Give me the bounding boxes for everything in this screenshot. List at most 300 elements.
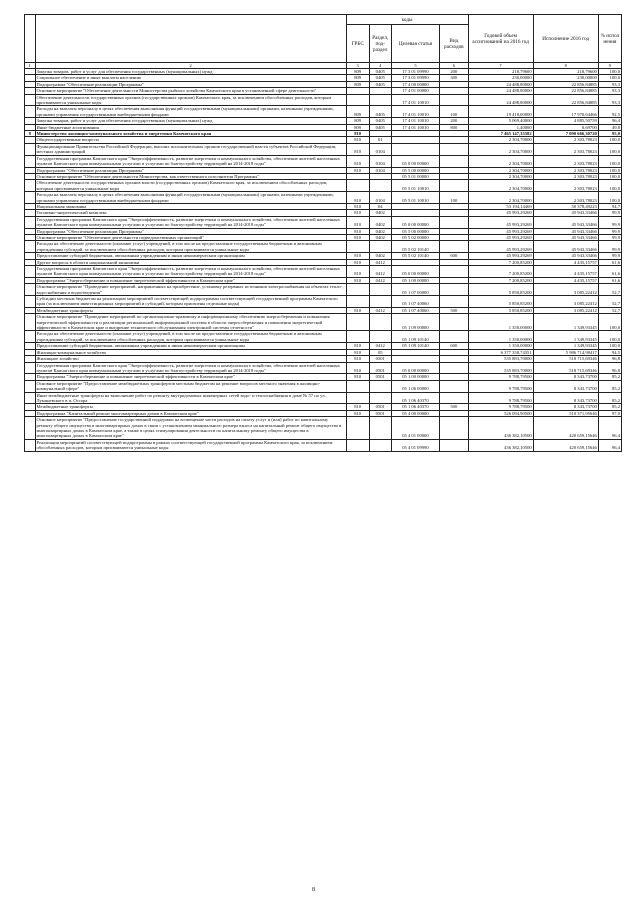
column-number: 7 — [468, 63, 533, 69]
cell-v — [440, 143, 468, 155]
cell-e: 4 435,15757 — [533, 277, 598, 283]
cell-r: 0412 — [369, 343, 391, 349]
cell-cs: 05 4 00 00000 — [391, 410, 439, 416]
cell-name: Обеспечение деятельности государственных органов (государственных органов) Камчатского края, за исключением обособленных расходов, которым присваиваются уникальные коды — [35, 94, 346, 106]
cell-r: 0104 — [369, 155, 391, 167]
cell-e: 4 435,15757 — [533, 266, 598, 278]
cell-pct: 99,9 — [598, 234, 621, 240]
cell-r: 0412 — [369, 259, 391, 265]
header-percent: % испол нения — [598, 15, 621, 63]
cell-p: 7 200,85200 — [468, 277, 533, 283]
cell-e: 2 303,78023 — [533, 167, 598, 173]
cell-e: 510 371,95646 — [533, 410, 598, 416]
cell-pct: 49,8 — [598, 124, 621, 130]
cell-name: Иные бюджетные ассигнования — [35, 124, 346, 130]
cell-g: 810 — [346, 307, 369, 313]
cell-r — [369, 94, 391, 106]
cell-cs: 05 1 09 10140 — [391, 343, 439, 349]
cell-e: 1 349,93345 — [533, 314, 598, 331]
cell-cs: 05 0 00 00000 — [391, 362, 439, 374]
cell-r: 01 — [369, 137, 391, 143]
cell-v: 100 — [440, 106, 468, 118]
header-codes: коды — [346, 15, 468, 25]
cell-cs: 17 4 01 10010 — [391, 94, 439, 106]
cell-e: 5 986 714,98417 — [533, 349, 598, 355]
cell-cs: 05 4 01 00000 — [391, 417, 439, 440]
cell-pct: 93,3 — [598, 88, 621, 94]
cell-cs: 17 4 01 10010 — [391, 124, 439, 130]
cell-r: 0104 — [369, 192, 391, 204]
cell-r: 0104 — [369, 167, 391, 173]
cell-g — [346, 180, 369, 192]
cell-cs: 05 0 00 00000 — [391, 216, 439, 228]
column-number: 3 — [346, 63, 369, 69]
cell-g: 810 — [346, 362, 369, 374]
cell-pct: 93,3 — [598, 81, 621, 87]
column-number: 4 — [369, 63, 391, 69]
table-row — [25, 362, 622, 374]
cell-g: 810 — [346, 349, 369, 355]
cell-e: 420 659,15646 — [533, 417, 598, 440]
cell-v — [440, 216, 468, 228]
cell-pct: 100,0 — [598, 343, 621, 349]
cell-pct: 100,0 — [598, 331, 621, 343]
cell-p: 2 304,70000 — [468, 192, 533, 204]
cell-pct: 94,5 — [598, 349, 621, 355]
page-number: 8 — [312, 887, 315, 893]
cell-p: 1,40000 — [468, 124, 533, 130]
cell-e: 230,00000 — [533, 75, 598, 81]
table-row — [25, 314, 622, 331]
cell-v — [440, 362, 468, 374]
cell-n — [25, 362, 36, 374]
cell-r — [369, 392, 391, 404]
header-grbs: ГРБС — [346, 25, 369, 63]
cell-name: Государственная программа Камчатского края "Энергоэффективность, развитие энергетики и коммунального хозяйства, обеспечение жителей населенных пунктов Камчатского края коммунальными услугами и услугами по благоустройству территорий на 2014-2018 годы" — [35, 155, 346, 167]
cell-n — [25, 314, 36, 331]
cell-name: Предоставление субсидий бюджетным, автономным учреждениям и иным некоммерческим организациям — [35, 253, 346, 259]
cell-n — [25, 143, 36, 155]
cell-name: Министерство жилищно-коммунального хозяйства и энергетики Камчатского края — [35, 131, 346, 137]
cell-pct: 99,9 — [598, 216, 621, 228]
cell-p: 24 488,80000 — [468, 81, 533, 87]
cell-r — [369, 241, 391, 253]
cell-g: 809 — [346, 81, 369, 87]
cell-v — [440, 392, 468, 404]
cell-e: 45 943,33466 — [533, 228, 598, 234]
cell-name: Подпрограмма "Обеспечение реализации Программы" — [35, 81, 346, 87]
cell-r: 0412 — [369, 277, 391, 283]
column-number: 1 — [25, 63, 36, 69]
cell-name: Топливно-энергетический комплекс — [35, 210, 346, 216]
cell-n: 8 — [25, 131, 36, 137]
cell-pct: 85,2 — [598, 380, 621, 392]
cell-p: 9 788,79500 — [468, 374, 533, 380]
cell-g: 810 — [346, 343, 369, 349]
cell-pct: 52,7 — [598, 307, 621, 313]
cell-v: 500 — [440, 307, 468, 313]
cell-pct: 100,0 — [598, 137, 621, 143]
cell-cs: 17 4 00 00000 — [391, 81, 439, 87]
cell-p: 7 465 147,35582 — [468, 131, 533, 137]
cell-e: 8 343,73700 — [533, 380, 598, 392]
cell-e: 50 378,49223 — [533, 203, 598, 209]
cell-r: 0405 — [369, 81, 391, 87]
cell-p: 7 200,85200 — [468, 259, 533, 265]
cell-p: 45 993,29269 — [468, 234, 533, 240]
table-row — [25, 392, 622, 404]
cell-name: Государственная программа Камчатского края "Энергоэффективность, развитие энергетики и коммунального хозяйства, обеспечение жителей населенных пунктов Камчатского края коммунальными услугами и услугами по благоустройству территорий на 2014-2018 годы" — [35, 266, 346, 278]
cell-pct: 92,5 — [598, 106, 621, 118]
cell-r: 0402 — [369, 210, 391, 216]
cell-e: 3 085,22412 — [533, 296, 598, 308]
cell-g: 810 — [346, 137, 369, 143]
cell-cs: 05 5 01 00000 — [391, 173, 439, 179]
cell-p: 2 304,70000 — [468, 155, 533, 167]
cell-cs: 05 5 02 10140 — [391, 241, 439, 253]
cell-e: 3 085,22412 — [533, 284, 598, 296]
cell-e: 2 303,78023 — [533, 192, 598, 204]
cell-pct: 85,2 — [598, 374, 621, 380]
cell-p: 45 993,29269 — [468, 241, 533, 253]
cell-v — [440, 380, 468, 392]
cell-cs: 05 5 02 00000 — [391, 234, 439, 240]
cell-p: 53 194,14469 — [468, 203, 533, 209]
budget-table-body — [25, 69, 622, 452]
cell-r: 04 — [369, 203, 391, 209]
cell-pct: 99,9 — [598, 228, 621, 234]
cell-name: Основное мероприятие "Проведение мероприятий, направленных на приобретение, установку резервных источников электроснабжения на объектах тепло-, водоснабжения и водоотведения" — [35, 284, 346, 296]
cell-p: 24 488,80000 — [468, 94, 533, 106]
cell-name: Подпрограмма "Энергосбережение и повышение энергетической эффективности в Камчатском крае" — [35, 277, 346, 283]
table-row — [25, 417, 622, 440]
cell-r: 0402 — [369, 216, 391, 228]
cell-p: 5 069,40000 — [468, 118, 533, 124]
cell-cs: 17 3 01 09990 — [391, 69, 439, 75]
cell-n — [25, 439, 36, 451]
cell-r: 0501 — [369, 410, 391, 416]
cell-pct: 100,0 — [598, 155, 621, 167]
cell-name: Национальная экономика — [35, 203, 346, 209]
cell-g — [346, 284, 369, 296]
cell-r: 0501 — [369, 356, 391, 362]
cell-pct: 61,6 — [598, 277, 621, 283]
cell-name: Подпрограмма "Обеспечение реализации Программы" — [35, 167, 346, 173]
cell-r: 0412 — [369, 307, 391, 313]
cell-p: 45 993,29269 — [468, 228, 533, 234]
cell-e: 8 343,73700 — [533, 404, 598, 410]
cell-p: 526 094,90500 — [468, 410, 533, 416]
cell-p: 2 304,70000 — [468, 167, 533, 173]
cell-e: 218,79600 — [533, 69, 598, 75]
cell-pct: 99,9 — [598, 253, 621, 259]
cell-pct: 52,7 — [598, 284, 621, 296]
cell-name: Подпрограмма "Капитальный ремонт многоквартирных домов в Камчатском крае" — [35, 410, 346, 416]
cell-cs: 05 1 00 00000 — [391, 374, 439, 380]
cell-e: 8 343,73700 — [533, 392, 598, 404]
cell-g: 810 — [346, 216, 369, 228]
cell-pct: 99,9 — [598, 241, 621, 253]
cell-n — [25, 331, 36, 343]
cell-e: 2 303,78023 — [533, 180, 598, 192]
cell-cs: 05 4 01 09990 — [391, 439, 439, 451]
cell-p: 230,00000 — [468, 75, 533, 81]
table-row — [25, 331, 622, 343]
cell-r: 0402 — [369, 253, 391, 259]
cell-pct: 96,4 — [598, 417, 621, 440]
cell-r — [369, 284, 391, 296]
cell-r: 0412 — [369, 266, 391, 278]
table-row — [25, 241, 622, 253]
cell-p: 218,79600 — [468, 69, 533, 75]
cell-cs: 05 1 00 00000 — [391, 277, 439, 283]
cell-pct: 94,7 — [598, 203, 621, 209]
cell-name: Другие вопросы в области национальной экономики — [35, 259, 346, 265]
table-row — [25, 216, 622, 228]
cell-pct: 95,0 — [598, 131, 621, 137]
cell-v: 200 — [440, 69, 468, 75]
cell-p: 9 788,79500 — [468, 380, 533, 392]
cell-name: Предоставление субсидий бюджетным, автономным учреждениям и иным некоммерческим организациям — [35, 343, 346, 349]
cell-g — [346, 439, 369, 451]
cell-cs: 05 1 09 10140 — [391, 331, 439, 343]
cell-cs: 05 5 00 00000 — [391, 167, 439, 173]
cell-cs: 05 0 00 00000 — [391, 266, 439, 278]
header-name — [35, 15, 346, 63]
cell-e: 22 856,84885 — [533, 94, 598, 106]
cell-g: 810 — [346, 253, 369, 259]
cell-pct: 100,0 — [598, 69, 621, 75]
table-row — [25, 439, 622, 451]
cell-pct: 100,0 — [598, 180, 621, 192]
cell-name: Закупка товаров, работ и услуг для обеспечения государственных (муниципальных) нужд — [35, 69, 346, 75]
cell-pct: 61,6 — [598, 266, 621, 278]
cell-g: 810 — [346, 203, 369, 209]
header-number — [25, 15, 36, 63]
cell-r — [369, 296, 391, 308]
cell-r: 0405 — [369, 106, 391, 118]
cell-e: 45 943,33466 — [533, 253, 598, 259]
cell-n — [25, 155, 36, 167]
cell-e: 3 085,22412 — [533, 307, 598, 313]
cell-name: Обеспечение деятельности государственных органов власти (государственных органов) Камчатского края, за исключением обособленных расходов, которым присваиваются уникальные коды — [35, 180, 346, 192]
cell-p: 7 200,85200 — [468, 266, 533, 278]
cell-v — [440, 155, 468, 167]
cell-v — [440, 180, 468, 192]
cell-g: 810 — [346, 192, 369, 204]
cell-n — [25, 417, 36, 440]
cell-cs: 17 4 01 10010 — [391, 106, 439, 118]
cell-name: Социальное обеспечение и иные выплаты населению — [35, 75, 346, 81]
cell-e: 1 349,93345 — [533, 343, 598, 349]
cell-pct: 100,0 — [598, 143, 621, 155]
cell-name: Реализация мероприятий соответствующей подпрограммы в рамках соответствующей государственной программы Камчатского края, за исключением обособленных расходов, которым присваиваются уникальные коды — [35, 439, 346, 451]
cell-cs: 05 1 07 40060 — [391, 296, 439, 308]
table-row — [25, 296, 622, 308]
cell-name: Иные межбюджетные трансферты на выполнение работ по ремонту внутридомовых инженерных сетей водо- и теплоснабжения в доме № 57 по ул. Лукашевского в п. Оссора — [35, 392, 346, 404]
cell-e: 17 970,64466 — [533, 106, 598, 118]
cell-pct: 100,0 — [598, 75, 621, 81]
cell-e: 2 303,78023 — [533, 155, 598, 167]
cell-r: 0405 — [369, 124, 391, 130]
cell-name: Функционирование Правительства Российской Федерации, высших исполнительных органов государственной власти субъектов Российской Федерации, местных администраций — [35, 143, 346, 155]
cell-pct: 100,0 — [598, 192, 621, 204]
cell-r: 0405 — [369, 69, 391, 75]
cell-p: 24 488,80000 — [468, 88, 533, 94]
cell-g: 810 — [346, 210, 369, 216]
budget-table — [24, 14, 622, 452]
cell-pct: 100,0 — [598, 314, 621, 331]
cell-pct: 96,8 — [598, 362, 621, 374]
cell-g — [346, 314, 369, 331]
cell-n — [25, 106, 36, 118]
cell-n — [25, 266, 36, 278]
cell-e: 0,69700 — [533, 124, 598, 130]
header-razdel: Раздел, под-раздел — [369, 25, 391, 63]
table-row — [25, 155, 622, 167]
header-expense-type: Вид расходов — [440, 25, 468, 63]
cell-name: Основное мероприятие "Обеспечение деятельности Министерства рыбного хозяйства Камчатского края в установленной сфере деятельности" — [35, 88, 346, 94]
cell-g: 810 — [346, 131, 369, 137]
header-target-article: Целевая статья — [391, 25, 439, 63]
cell-v — [440, 314, 468, 331]
cell-n — [25, 94, 36, 106]
cell-v — [440, 439, 468, 451]
cell-v: 600 — [440, 343, 468, 349]
cell-name: Закупка товаров, работ и услуг для обеспечения государственных (муниципальных) нужд — [35, 118, 346, 124]
cell-p: 1 350,00000 — [468, 331, 533, 343]
cell-v: 200 — [440, 118, 468, 124]
cell-cs: 17 3 01 09990 — [391, 75, 439, 81]
cell-r: 0501 — [369, 404, 391, 410]
cell-g: 810 — [346, 277, 369, 283]
cell-name: Расходы на выплаты персоналу в целях обеспечения выполнения функций государственными (муниципальными) органами, казенными учреждениями, органами управления государственными внебюджетными фондами — [35, 106, 346, 118]
cell-e: 45 943,33466 — [533, 234, 598, 240]
cell-r — [369, 314, 391, 331]
cell-cs: 05 5 01 10010 — [391, 192, 439, 204]
cell-cs: 05 1 07 40060 — [391, 307, 439, 313]
cell-e: 4 435,15757 — [533, 259, 598, 265]
cell-r — [369, 380, 391, 392]
cell-g — [346, 392, 369, 404]
cell-e: 45 943,33466 — [533, 210, 598, 216]
cell-p: 535 883,70000 — [468, 362, 533, 374]
cell-e: 4 885,50759 — [533, 118, 598, 124]
cell-cs: 05 5 00 00000 — [391, 228, 439, 234]
cell-p: 45 993,29269 — [468, 253, 533, 259]
table-row — [25, 180, 622, 192]
cell-pct: 93,3 — [598, 94, 621, 106]
cell-v — [440, 94, 468, 106]
cell-g: 810 — [346, 404, 369, 410]
cell-g: 809 — [346, 106, 369, 118]
cell-p: 1 350,00000 — [468, 314, 533, 331]
cell-g — [346, 417, 369, 440]
cell-v — [440, 331, 468, 343]
cell-pct: 99,9 — [598, 210, 621, 216]
cell-g: 810 — [346, 143, 369, 155]
cell-g: 810 — [346, 155, 369, 167]
cell-cs: 05 1 06 40370 — [391, 404, 439, 410]
cell-g: 810 — [346, 259, 369, 265]
cell-name: Межбюджетные трансферты — [35, 404, 346, 410]
table-row — [25, 106, 622, 118]
cell-n — [25, 380, 36, 392]
cell-name: Основное мероприятие "Предоставление государственной поддержки на возмещение части расходов на оплату услуг и (или) работ по капитальному ремонту общего имущества в многоквартирных домах в связи с установлением минимального размера взноса на капитальный ремонт общего имущества в многоквартирных домах в Камчатском крае, а также в целях стимулирования деятельности по капитальному ремонту общего имущества в многоквартирных домах в Камчатском крае" — [35, 417, 346, 440]
cell-name: Основное мероприятие "Обеспечение деятельности Министерства, как ответственного исполнителя Программы" — [35, 173, 346, 179]
cell-n — [25, 180, 36, 192]
cell-g: 809 — [346, 69, 369, 75]
cell-e: 1 349,93345 — [533, 331, 598, 343]
cell-pct: 96,4 — [598, 118, 621, 124]
column-number: 9 — [598, 63, 621, 69]
cell-pct: 85,2 — [598, 392, 621, 404]
table-row — [25, 143, 622, 155]
cell-pct: 96,4 — [598, 439, 621, 451]
cell-name: Подпрограмма "Обеспечение реализации Программы" — [35, 228, 346, 234]
cell-name: Основное мероприятие "Обеспечение деятельности подведомственных организаций" — [35, 234, 346, 240]
cell-r: 0405 — [369, 118, 391, 124]
cell-n — [25, 241, 36, 253]
column-number: 8 — [533, 63, 598, 69]
cell-cs — [391, 143, 439, 155]
cell-p: 535 883,70000 — [468, 356, 533, 362]
column-number: 2 — [35, 63, 346, 69]
cell-r: 0405 — [369, 75, 391, 81]
cell-g: 810 — [346, 228, 369, 234]
cell-cs: 05 1 07 00000 — [391, 284, 439, 296]
cell-e: 22 856,84885 — [533, 81, 598, 87]
cell-g — [346, 241, 369, 253]
cell-pct: 100,0 — [598, 167, 621, 173]
cell-v — [440, 266, 468, 278]
cell-e: 2 303,78023 — [533, 173, 598, 179]
cell-r — [369, 439, 391, 451]
cell-p: 45 993,29269 — [468, 210, 533, 216]
cell-p: 436 382,10500 — [468, 417, 533, 440]
cell-p: 5 850,85200 — [468, 284, 533, 296]
cell-v: 800 — [440, 124, 468, 130]
cell-v: 600 — [440, 253, 468, 259]
cell-p: 1 350,00000 — [468, 343, 533, 349]
cell-name: Жилищно-коммунальное хозяйство — [35, 349, 346, 355]
table-row — [25, 192, 622, 204]
cell-e: 8 343,73700 — [533, 374, 598, 380]
cell-r — [369, 331, 391, 343]
cell-g: 810 — [346, 356, 369, 362]
cell-p: 19 418,00000 — [468, 106, 533, 118]
cell-cs: 05 1 09 00000 — [391, 314, 439, 331]
table-row — [25, 380, 622, 392]
cell-cs: 05 5 02 10140 — [391, 253, 439, 259]
cell-name: Жилищное хозяйство — [35, 356, 346, 362]
cell-v: 100 — [440, 192, 468, 204]
cell-name: Основное мероприятие "Предоставление межбюджетных трансфертов местным бюджетам на решение вопросов местного значения в жилищно-коммунальной сфере" — [35, 380, 346, 392]
cell-name: Расходы на обеспечение деятельности (оказание услуг) учреждений, в том числе на предоставление государственным бюджетным и автономным учреждениям субсидий, за исключением обособленных расходов, которым присваиваются уникальные коды — [35, 241, 346, 253]
cell-p: 2 304,70000 — [468, 137, 533, 143]
cell-name: Расходы на обеспечение деятельности (оказание услуг) учреждений, в том числе на предоставление государственным бюджетным и автономным учреждениям субсидий, за исключением обособленных расходов, которым присваиваются уникальные коды — [35, 331, 346, 343]
cell-n — [25, 192, 36, 204]
table-row — [25, 284, 622, 296]
cell-g: 810 — [346, 234, 369, 240]
cell-v: 300 — [440, 75, 468, 81]
cell-e: 22 856,84885 — [533, 88, 598, 94]
cell-g — [346, 331, 369, 343]
cell-r — [369, 180, 391, 192]
cell-e: 45 943,33466 — [533, 241, 598, 253]
cell-pct: 52,7 — [598, 296, 621, 308]
cell-cs: 17 4 01 00000 — [391, 88, 439, 94]
